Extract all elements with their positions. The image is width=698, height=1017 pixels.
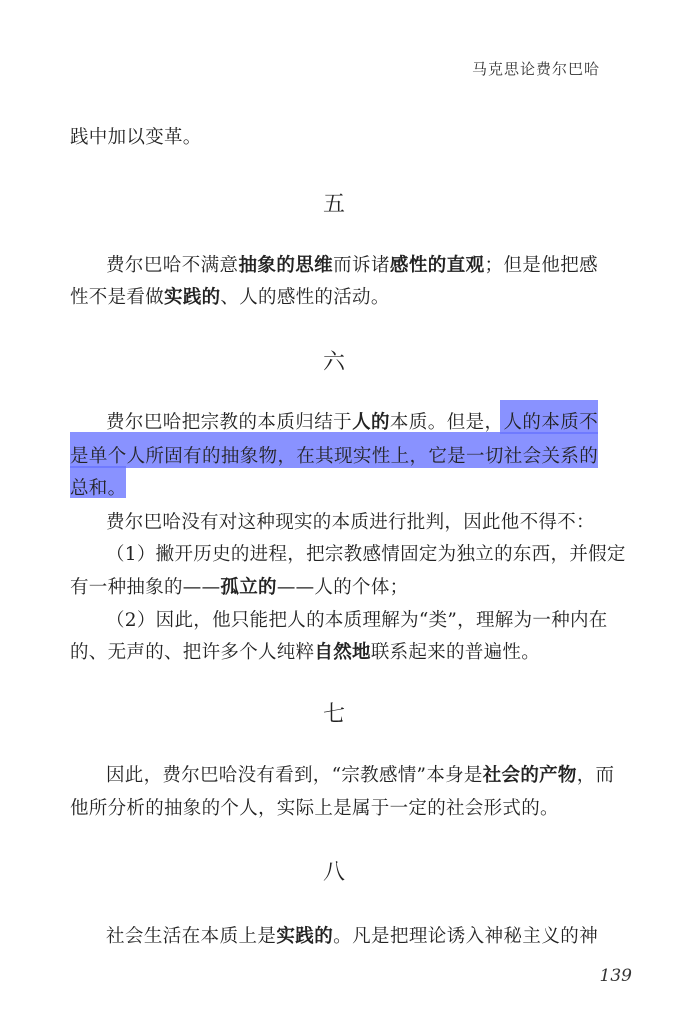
- bold-term: 社会的产物: [482, 765, 577, 786]
- text-line: [70, 576, 598, 600]
- page-number: 139: [599, 966, 632, 986]
- text-line: [106, 925, 598, 949]
- text-span: 的、无声的、把许多个人纯粹: [70, 642, 315, 663]
- text-span: 性不是看做: [70, 287, 165, 308]
- text-line: 践中加以变革。: [70, 127, 202, 148]
- text-line: （1）撇开历史的进程，把宗教感情固定为独立的东西，并假定: [106, 544, 626, 565]
- text-span: 。凡是把理论诱入神秘主义的神: [333, 926, 599, 947]
- section-heading-5: 五: [322, 192, 345, 217]
- text-line: [70, 641, 598, 665]
- text-span: 联系起来的普遍性。: [370, 642, 541, 663]
- text-span: 本质。但是，人的本质不: [389, 412, 598, 433]
- text-span: 费尔巴哈不满意: [106, 255, 239, 276]
- text-span: ；但是他把感: [484, 255, 598, 276]
- text-line: [106, 411, 598, 435]
- section-heading-6: 六: [322, 350, 345, 375]
- text-line: [106, 254, 598, 278]
- bold-term: 自然地: [314, 642, 371, 663]
- text-line: [106, 764, 615, 788]
- text-span: ，而: [576, 765, 615, 786]
- text-span: 因此，费尔巴哈没有看到，“宗教感情”本身是: [106, 765, 483, 786]
- text-span: 而诉诸: [333, 255, 390, 276]
- section-heading-7: 七: [322, 702, 345, 727]
- text-span: 、人的感性的活动。: [220, 287, 390, 308]
- bold-term: 抽象的思维: [238, 255, 334, 276]
- text-line: （2）因此，他只能把人的本质理解为“类”，理解为一种内在: [106, 610, 608, 631]
- bold-term: 感性的直观: [389, 255, 485, 276]
- text-span: 有一种抽象的——: [70, 577, 221, 598]
- text-span: 社会生活在本质上是: [106, 926, 277, 947]
- text-line: 他所分析的抽象的个人，实际上是属于一定的社会形式的。: [70, 798, 559, 819]
- text-span: 费尔巴哈把宗教的本质归结于: [106, 412, 353, 433]
- text-line: [70, 286, 598, 310]
- running-header: 马克思论费尔巴哈: [471, 60, 600, 78]
- bold-term: 实践的: [164, 287, 221, 308]
- section-heading-8: 八: [322, 860, 345, 885]
- bold-term: 实践的: [276, 926, 334, 947]
- text-line: 费尔巴哈没有对这种现实的本质进行批判，因此他不得不：: [106, 512, 595, 533]
- text-span: ——人的个体；: [276, 577, 409, 598]
- text-line: 是单个人所固有的抽象物，在其现实性上，它是一切社会关系的: [70, 446, 598, 467]
- bold-term: 孤立的: [220, 577, 277, 598]
- text-line: 总和。: [70, 478, 127, 499]
- bold-term: 人的: [352, 412, 390, 433]
